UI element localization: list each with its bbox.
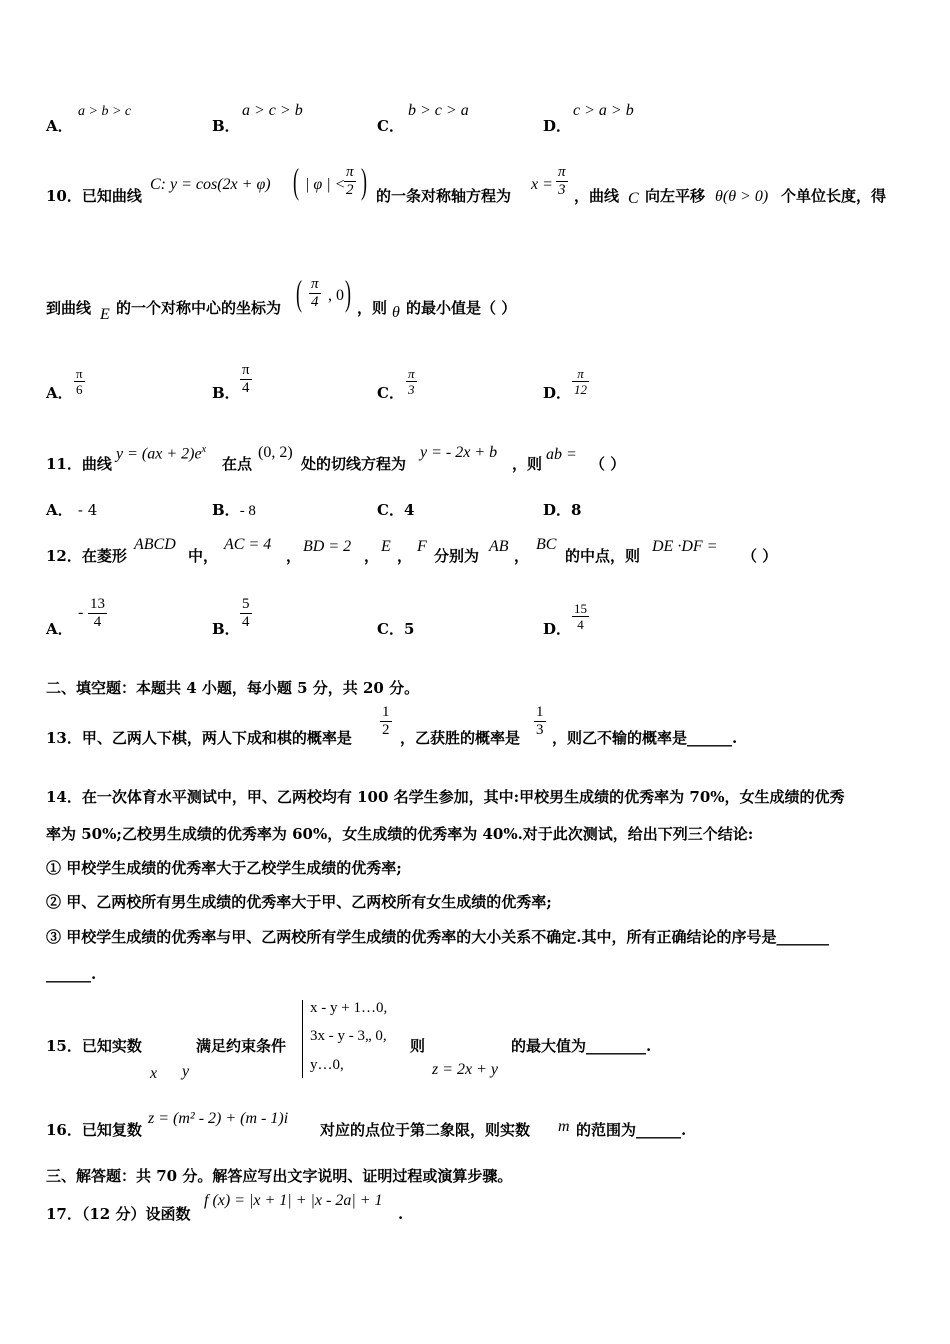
q12-tail: （ ） (742, 547, 778, 565)
q10-theta-2: θ (392, 304, 400, 321)
q12-option-a: A． (46, 620, 73, 638)
q12-text-3: 的中点，则 (565, 547, 641, 565)
q10-curve-e: E (100, 306, 110, 323)
q12-f: F (417, 538, 427, 555)
q17-prefix: 17．（12 分）设函数 (46, 1205, 191, 1223)
q15-text-2: 则 (410, 1037, 426, 1055)
q15-constraint-3: y…0, (310, 1057, 344, 1073)
q13-p1-fraction: $\frac{1}{2}$ (382, 704, 390, 738)
q11-ab: ab = (546, 446, 577, 463)
q11-curve: $y = (ax + 2)e^x$ (116, 444, 207, 463)
q12-option-b: B． (212, 620, 240, 638)
q12-option-c: C．5 (377, 620, 415, 638)
q9-option-b-text: a > c > b (242, 102, 303, 119)
q10-line2-d: 的最小值是（ ） (406, 299, 517, 317)
q11-prefix: 11．曲线 (46, 455, 112, 473)
q15-x: x (150, 1065, 158, 1082)
q9-option-b: B． (212, 117, 240, 135)
q10-curve-c: C (628, 190, 639, 207)
q10-option-a-fraction: $\frac{\pi}{6}$ (76, 366, 83, 397)
q10-line2-c: ，则 (357, 299, 388, 317)
q12-comma-2: ， (364, 547, 380, 565)
q12-option-a-sign: - (78, 604, 84, 621)
q11-text-2: 处的切线方程为 (301, 455, 407, 473)
q10-text-1: 的一条对称轴方程为 (376, 187, 512, 205)
q12-text-2: 分别为 (434, 547, 480, 565)
q9-option-d: D． (543, 117, 572, 135)
q9-option-d-text: c > a > b (573, 102, 634, 119)
q15-brace (302, 1000, 307, 1078)
q10-text-4: 个单位长度，得 (781, 187, 887, 205)
q16-z: z = (m² - 2) + (m - 1)i (148, 1110, 289, 1127)
q13-tail: ，则乙不输的概率是______. (552, 729, 738, 747)
q12-e: E (381, 538, 391, 555)
q12-bd: BD = 2 (303, 538, 352, 555)
q15-tail: 的最大值为________. (511, 1037, 652, 1055)
q11-text-1: 在点 (222, 455, 253, 473)
q17-function: f (x) = |x + 1| + |x - 2a| + 1 (204, 1192, 383, 1209)
q10-prefix: 10．已知曲线 (46, 187, 142, 205)
q13-text-1: ，乙获胜的概率是 (400, 729, 521, 747)
q13-prefix: 13．甲、乙两人下棋，两人下成和棋的概率是 (46, 729, 352, 747)
q15-text-1: 满足约束条件 (196, 1037, 287, 1055)
q10-option-a: A． (46, 384, 73, 402)
q10-center-fraction: $\frac{\pi}{4}$ (311, 276, 319, 310)
section-2-heading: 二、填空题：本题共 4 小题，每小题 5 分，共 20 分。 (46, 679, 420, 697)
q10-condition: | φ | < (305, 176, 346, 193)
q15-y: y (182, 1063, 190, 1080)
q16-text-1: 对应的点位于第二象限，则实数 (320, 1121, 531, 1139)
q16-prefix: 16．已知复数 (46, 1121, 142, 1139)
q9-option-c-text: b > c > a (408, 102, 469, 119)
q10-curve: C: y = cos(2x + φ) (150, 176, 271, 193)
q10-cond-fraction: $\frac{\pi}{2}$ (346, 164, 354, 198)
q11-tail: （ ） (590, 455, 626, 473)
q17-tail: . (398, 1205, 404, 1223)
q14-line-6: ______. (46, 965, 97, 983)
q10-text-3: 向左平移 (645, 187, 706, 205)
q12-abcd: ABCD (134, 536, 176, 553)
q11-option-c: C．4 (377, 501, 415, 519)
q11-option-a: A． - 4 (46, 501, 98, 519)
q11-point: (0, 2) (258, 444, 293, 461)
q9-option-a: A． (46, 117, 73, 135)
q14-line-1: 14．在一次体育水平测试中，甲、乙两校均有 100 名学生参加，其中:甲校男生成绩的优秀率为 70%，女生成绩的优秀 (46, 788, 845, 806)
q10-line2-a: 到曲线 (46, 299, 92, 317)
q10-option-b: B． (212, 384, 240, 402)
q10-paren-right: ) (361, 161, 367, 201)
q16-m: m (558, 1118, 570, 1135)
q12-ab: AB (489, 538, 509, 555)
q12-option-b-fraction: $\frac{5}{4}$ (242, 596, 250, 630)
q10-center-rest: , 0 (328, 287, 344, 304)
q12-comma-1: ， (286, 547, 302, 565)
q10-option-c: C． (377, 384, 404, 402)
q9-option-a-text: a > b > c (78, 104, 132, 119)
q15-constraint-2: 3x - y - 3„ 0, (310, 1028, 387, 1044)
q10-center-paren-left: ( (296, 273, 302, 313)
q15-z: z = 2x + y (432, 1061, 499, 1078)
q10-option-d: D． (543, 384, 572, 402)
q12-option-a-fraction: $\frac{13}{4}$ (90, 596, 105, 630)
q12-option-d: D． (543, 620, 572, 638)
q10-option-c-fraction: $\frac{\pi}{3}$ (408, 366, 415, 397)
q11-tangent: y = - 2x + b (420, 444, 498, 461)
q10-axis: x = (531, 176, 553, 193)
q10-line2-b: 的一个对称中心的坐标为 (116, 299, 282, 317)
q10-axis-fraction: $\frac{\pi}{3}$ (558, 164, 566, 198)
q11-text-3: ，则 (512, 455, 543, 473)
q10-option-d-fraction: $\frac{\pi}{12}$ (574, 366, 587, 397)
q14-line-4: ② 甲、乙两校所有男生成绩的优秀率大于甲、乙两校所有女生成绩的优秀率; (46, 893, 552, 911)
q15-constraint-1: x - y + 1…0, (310, 1000, 388, 1016)
q14-line-2: 率为 50%;乙校男生成绩的优秀率为 60%，女生成绩的优秀率为 40%.对于此次测试，给出下列三个结论: (46, 825, 754, 843)
q15-prefix: 15．已知实数 (46, 1037, 142, 1055)
q12-dot: DE ·DF = (652, 538, 718, 555)
q14-line-3: ① 甲校学生成绩的优秀率大于乙校学生成绩的优秀率; (46, 859, 402, 877)
q10-theta: θ(θ > 0) (715, 188, 769, 205)
q12-text-1: 中， (188, 547, 219, 565)
q10-text-2: ，曲线 (574, 187, 620, 205)
q14-line-5: ③ 甲校学生成绩的优秀率与甲、乙两校所有学生成绩的优秀率的大小关系不确定.其中，所有正确结论的序号是_______ (46, 928, 829, 946)
q12-comma-3: ， (397, 547, 413, 565)
q13-p2-fraction: $\frac{1}{3}$ (536, 704, 544, 738)
q12-prefix: 12．在菱形 (46, 547, 127, 565)
q10-paren-left: ( (293, 161, 299, 201)
q12-bc: BC (536, 536, 557, 553)
section-3-heading: 三、解答题：共 70 分。解答应写出文字说明、证明过程或演算步骤。 (46, 1167, 513, 1185)
q12-ac: AC = 4 (224, 536, 272, 553)
q16-tail: 的范围为______. (576, 1121, 687, 1139)
q9-option-c: C． (377, 117, 404, 135)
q11-option-d: D．8 (543, 501, 582, 519)
q10-center-paren-right: ) (345, 273, 351, 313)
q12-option-d-fraction: $\frac{15}{4}$ (574, 601, 587, 632)
q10-option-b-fraction: $\frac{\pi}{4}$ (242, 362, 250, 396)
q12-comma-4: ， (514, 547, 530, 565)
q11-option-b: B．- 8 (212, 501, 256, 519)
